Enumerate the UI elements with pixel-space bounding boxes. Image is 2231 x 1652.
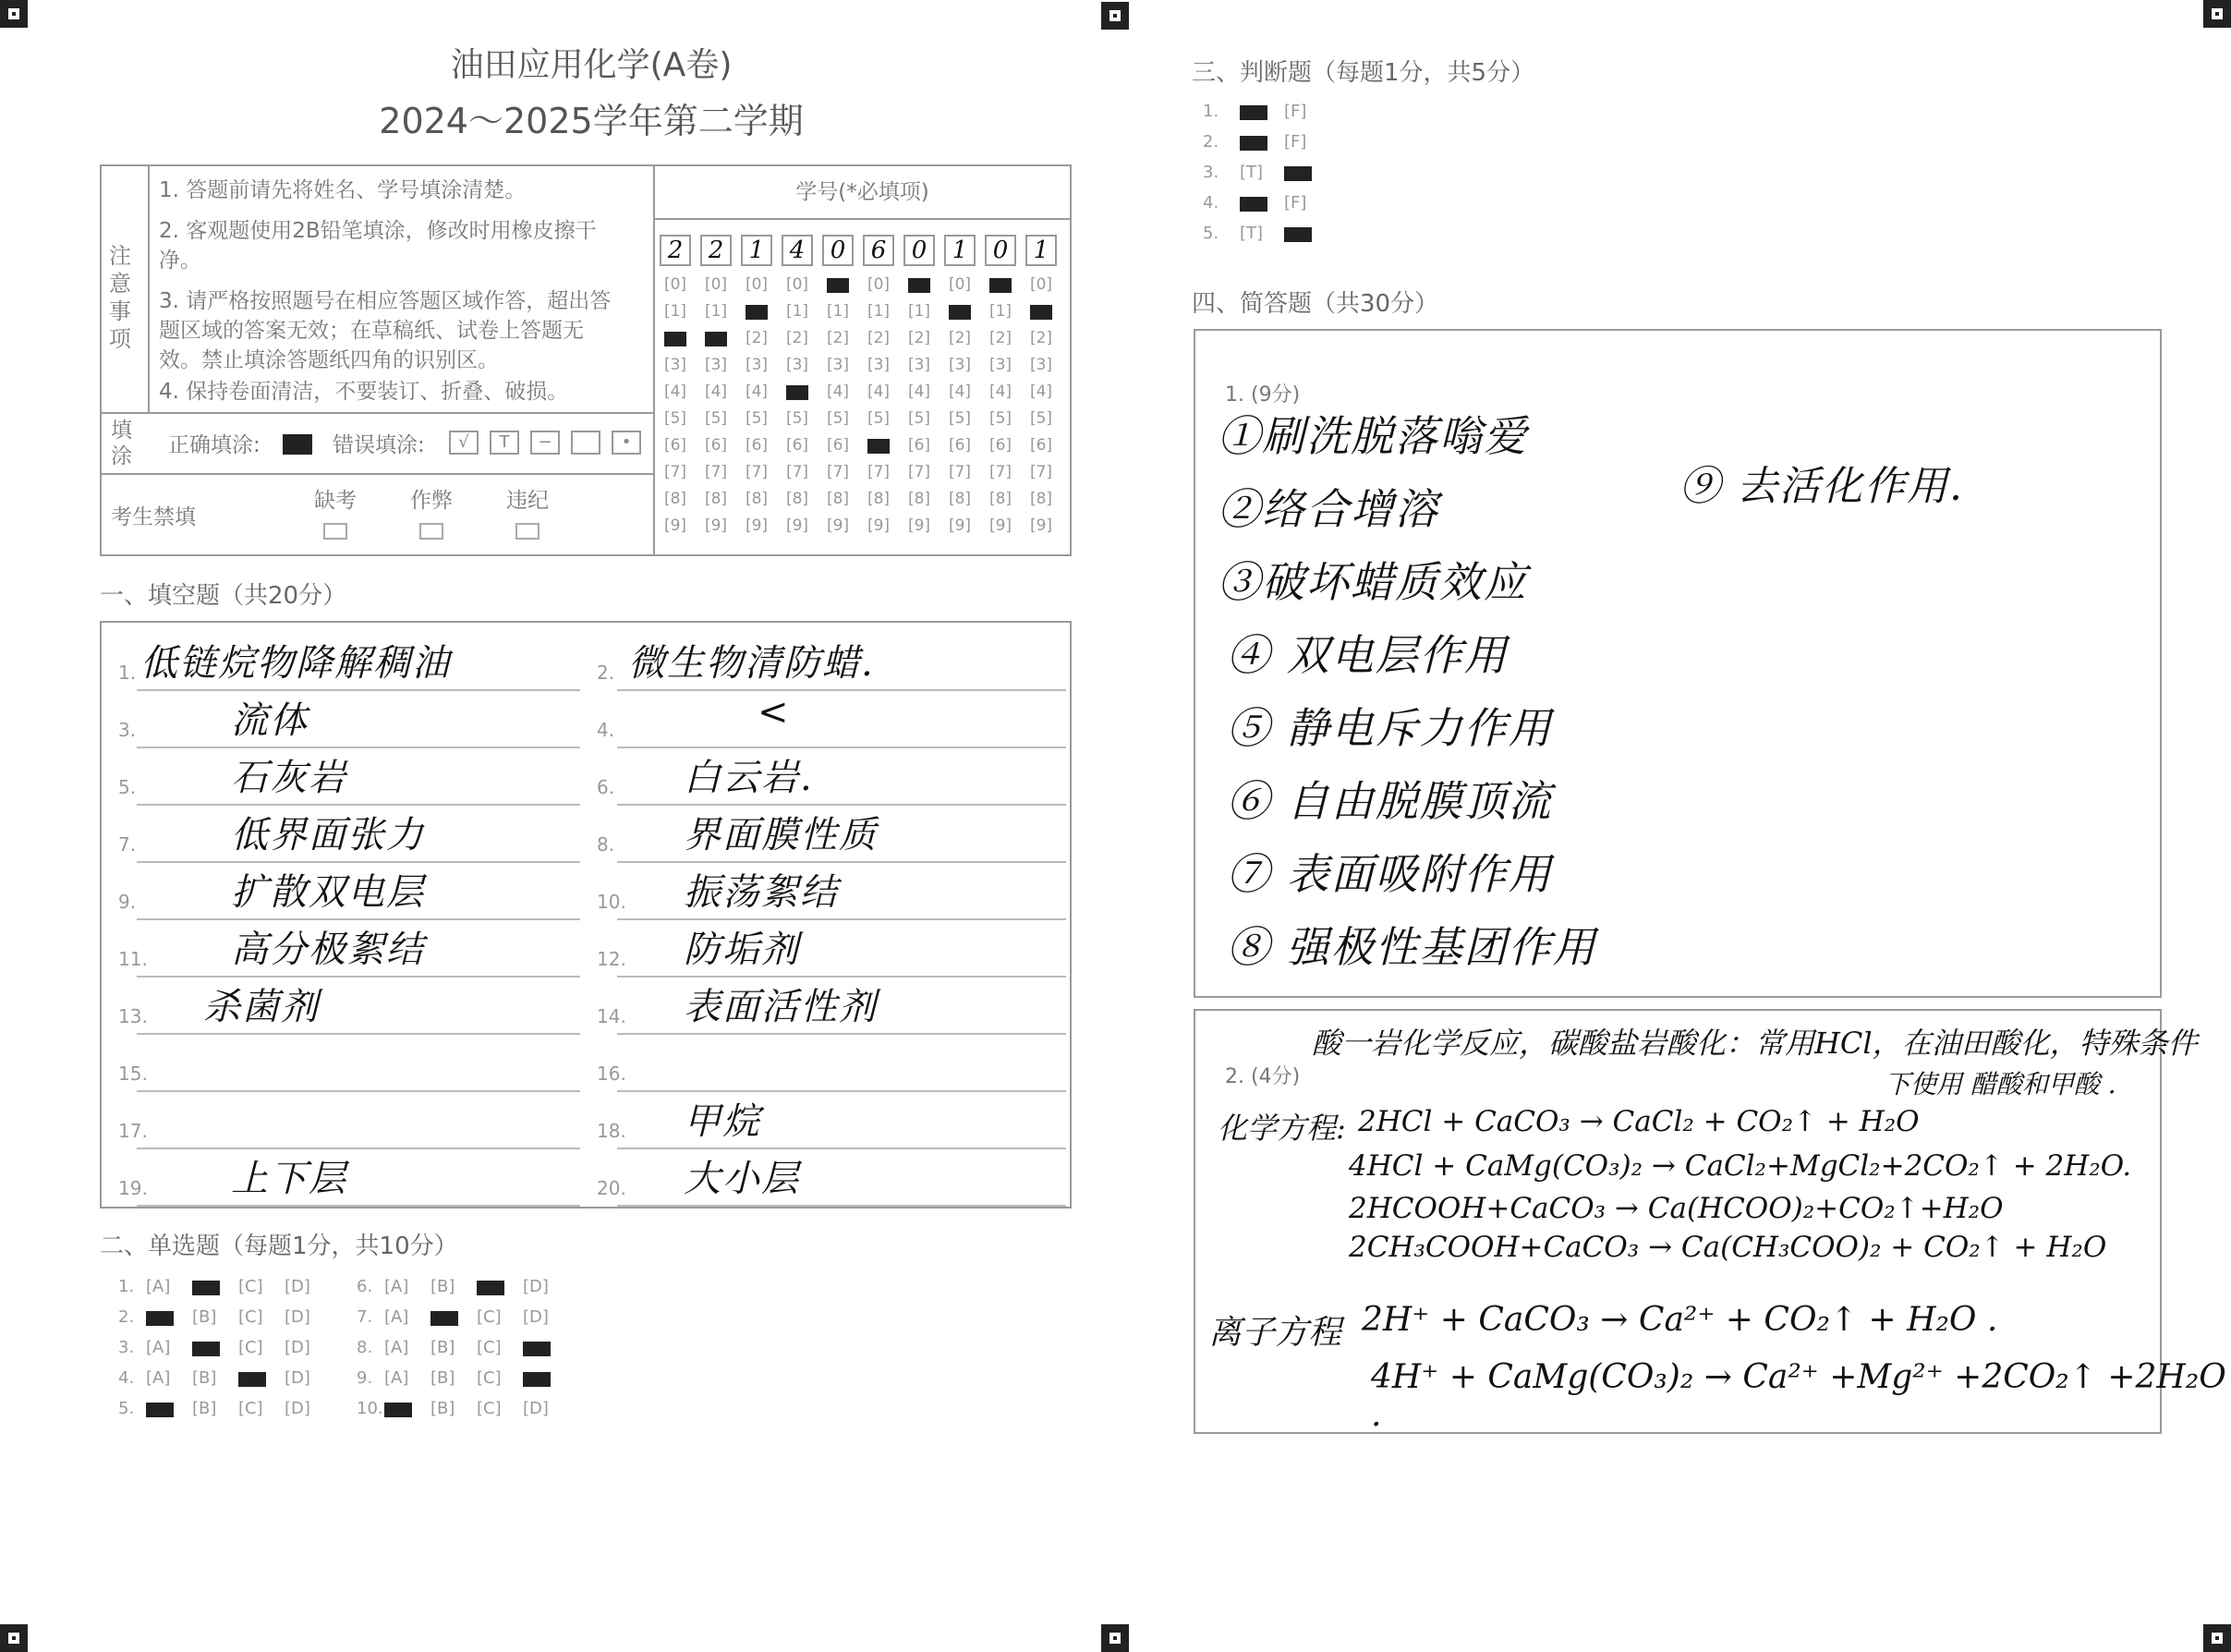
student-id-bubble[interactable]: [6]	[988, 436, 1012, 455]
student-id-bubble[interactable]: [4]	[988, 383, 1012, 401]
student-id-bubble[interactable]: [2]	[826, 329, 850, 347]
mc-question-number: 5.	[118, 1399, 135, 1418]
student-id-bubble[interactable]: [8]	[745, 490, 769, 508]
student-id-bubble[interactable]: [1]	[988, 302, 1012, 321]
mc-option-filled[interactable]	[523, 1342, 551, 1356]
correct-fill-sample	[283, 434, 312, 455]
mc-option[interactable]: [A]	[146, 1338, 171, 1357]
mc-option[interactable]: [B]	[192, 1307, 217, 1327]
fill-answer: 界面膜性质	[684, 814, 878, 856]
mc-option[interactable]: [B]	[430, 1368, 455, 1388]
student-id-bubble[interactable]: [8]	[663, 490, 687, 508]
mc-option[interactable]: [C]	[477, 1368, 502, 1388]
student-id-bubble[interactable]: [2]	[785, 329, 809, 347]
student-id-bubble[interactable]: [5]	[826, 409, 850, 428]
mc-question-number: 7.	[357, 1307, 373, 1327]
student-id-bubble[interactable]: [9]	[948, 516, 972, 535]
student-id-bubble[interactable]: [9]	[785, 516, 809, 535]
student-id-bubble[interactable]: [2]	[867, 329, 891, 347]
fill-question-number: 15.	[118, 1063, 148, 1085]
student-id-bubble[interactable]	[700, 329, 732, 347]
student-id-bubble[interactable]: [6]	[948, 436, 972, 455]
student-id-bubble[interactable]: [8]	[826, 490, 850, 508]
mc-option[interactable]: [B]	[192, 1399, 217, 1418]
tf-option-filled[interactable]	[1240, 105, 1267, 120]
q1-answer-line: ①刷洗脱落嗡爱	[1218, 411, 1528, 461]
fill-question-number: 5.	[118, 776, 137, 798]
mc-question-number: 4.	[118, 1368, 135, 1388]
student-id-bubble[interactable]: [0]	[1029, 275, 1053, 294]
fill-question-number: 12.	[597, 948, 626, 970]
student-id-bubble[interactable]: [3]	[1029, 356, 1053, 374]
student-id-digit[interactable]: 6	[863, 235, 894, 266]
forbidden-option-checkbox[interactable]	[515, 523, 540, 540]
student-id-bubble[interactable]: [8]	[867, 490, 891, 508]
mc-option[interactable]: [B]	[430, 1338, 455, 1357]
mc-option[interactable]: [C]	[238, 1338, 263, 1357]
q1-answer-line: ⑥ 自由脱膜顶流	[1227, 776, 1553, 826]
student-id-digit[interactable]: 1	[741, 235, 772, 266]
mc-option[interactable]: [C]	[238, 1277, 263, 1296]
notice-item-4: 4. 保持卷面清洁，不要装订、折叠、破损。	[159, 380, 569, 404]
student-id-bubble[interactable]: [8]	[704, 490, 728, 508]
tf-option-filled[interactable]	[1240, 136, 1267, 151]
student-id-bubble[interactable]: [5]	[663, 409, 687, 428]
student-id-bubble[interactable]: [3]	[704, 356, 728, 374]
fill-answer: 微生物清防蜡.	[628, 642, 875, 685]
q2-label: 2. (4分)	[1225, 1065, 1301, 1088]
student-id-bubble[interactable]: [8]	[988, 490, 1012, 508]
student-id-bubble[interactable]: [6]	[826, 436, 850, 455]
student-id-bubble[interactable]	[1025, 302, 1057, 321]
q2-ion-label: 离子方程	[1208, 1314, 1342, 1352]
mc-option[interactable]: [B]	[192, 1368, 217, 1388]
answer-line	[617, 689, 1066, 691]
student-id-bubble[interactable]: [8]	[785, 490, 809, 508]
student-id-bubble[interactable]: [0]	[704, 275, 728, 294]
forbidden-option-label: 缺考	[314, 489, 357, 513]
mc-question-number: 2.	[118, 1307, 135, 1327]
student-id-bubble[interactable]: [9]	[826, 516, 850, 535]
student-id-bubble[interactable]: [3]	[907, 356, 931, 374]
mc-question-number: 3.	[118, 1338, 135, 1357]
student-id-bubble[interactable]: [1]	[663, 302, 687, 321]
answer-line	[617, 1205, 1066, 1207]
student-id-digit[interactable]: 1	[944, 235, 976, 266]
mc-question-number: 9.	[357, 1368, 373, 1388]
q1-answer-line: ②络合增溶	[1218, 484, 1439, 534]
student-id-bubble[interactable]: [4]	[663, 383, 687, 401]
fill-answer: 防垢剂	[684, 929, 800, 971]
student-id-bubble[interactable]: [9]	[704, 516, 728, 535]
exam-term: 2024～2025学年第二学期	[379, 101, 804, 141]
mc-option[interactable]: [D]	[523, 1399, 549, 1418]
student-id-bubble[interactable]: [8]	[907, 490, 931, 508]
mc-option[interactable]: [C]	[477, 1338, 502, 1357]
student-id-bubble[interactable]: [9]	[867, 516, 891, 535]
corner-marker-top-right	[2203, 0, 2231, 28]
fill-question-number: 16.	[597, 1063, 626, 1085]
answer-line	[137, 689, 580, 691]
student-id-bubble[interactable]: [7]	[785, 463, 809, 481]
q2-chem-label: 化学方程:	[1218, 1111, 1346, 1146]
wrong-fill-label: 错误填涂:	[333, 433, 425, 457]
fill-question-number: 17.	[118, 1120, 148, 1142]
mc-option-filled[interactable]	[238, 1372, 266, 1387]
student-id-digit[interactable]: 4	[782, 235, 813, 266]
q1-extra-line: ⑨ 去活化作用.	[1679, 463, 1964, 510]
student-id-bubble[interactable]: [3]	[948, 356, 972, 374]
student-id-bubble[interactable]: [1]	[785, 302, 809, 321]
notice-label: 注 意 事 项	[109, 243, 131, 352]
q2-ion-equation: 4H⁺ + CaMg(CO₃)₂ → Ca²⁺ +Mg²⁺ +2CO₂↑ +2H₂O .	[1371, 1358, 2226, 1434]
tf-question-number: 1.	[1203, 102, 1219, 121]
student-id-bubble[interactable]: [3]	[988, 356, 1012, 374]
mc-question-number: 1.	[118, 1277, 135, 1296]
student-id-bubble[interactable]: [6]	[663, 436, 687, 455]
wrong-fill-mark: −	[530, 431, 560, 455]
section2-title: 二、单选题（每题1分，共10分）	[100, 1233, 458, 1260]
tf-option-filled[interactable]	[1284, 166, 1312, 181]
student-id-bubble[interactable]: [4]	[948, 383, 972, 401]
tf-option[interactable]: [T]	[1240, 163, 1264, 182]
student-id-bubble[interactable]: [4]	[826, 383, 850, 401]
mc-option-filled[interactable]	[477, 1281, 504, 1295]
student-id-label: 学号(*必填项)	[795, 180, 929, 204]
fill-question-number: 3.	[118, 719, 137, 741]
fill-answer: 杀菌剂	[203, 986, 320, 1028]
student-id-bubble[interactable]: [0]	[785, 275, 809, 294]
student-id-bubble[interactable]: [9]	[907, 516, 931, 535]
section4-title: 四、简答题（共30分）	[1192, 290, 1439, 318]
student-id-bubble[interactable]: [5]	[1029, 409, 1053, 428]
mc-option[interactable]: [B]	[430, 1277, 455, 1296]
student-id-bubble[interactable]	[741, 302, 772, 321]
student-id-bubble[interactable]	[822, 275, 854, 294]
student-id-bubble[interactable]: [3]	[826, 356, 850, 374]
notice-item-2: 2. 客观题使用2B铅笔填涂，修改时用橡皮擦干净。	[159, 219, 597, 273]
fill-question-number: 14.	[597, 1005, 626, 1027]
student-id-bubble[interactable]: [2]	[988, 329, 1012, 347]
q1-label: 1. (9分)	[1225, 383, 1301, 407]
corner-marker-bottom-left	[0, 1624, 28, 1652]
fill-label: 填 涂	[111, 419, 132, 468]
q2-chem-equation: 2HCOOH+CaCO₃ → Ca(HCOO)₂+CO₂↑+H₂O	[1349, 1192, 2004, 1225]
mc-option-filled[interactable]	[384, 1403, 412, 1417]
mc-option-filled[interactable]	[192, 1342, 220, 1356]
mc-question-number: 10.	[357, 1399, 383, 1418]
answer-line	[137, 747, 580, 748]
section3-title: 三、判断题（每题1分，共5分）	[1192, 59, 1535, 87]
q2-chem-equation: 4HCl + CaMg(CO₃)₂ → CaCl₂+MgCl₂+2CO₂↑ + 2H₂O.	[1349, 1149, 2132, 1183]
tf-question-number: 5.	[1203, 224, 1219, 243]
fill-answer: 低界面张力	[231, 814, 425, 856]
fill-question-number: 11.	[118, 948, 148, 970]
answer-line	[137, 1090, 580, 1092]
student-id-bubble[interactable]: [6]	[745, 436, 769, 455]
mc-option-filled[interactable]	[192, 1281, 220, 1295]
fill-question-number: 8.	[597, 833, 615, 856]
student-id-bubble[interactable]: [2]	[907, 329, 931, 347]
mc-option[interactable]: [A]	[384, 1338, 409, 1357]
mc-option[interactable]: [D]	[285, 1368, 310, 1388]
student-id-digit[interactable]: 1	[1025, 235, 1057, 266]
student-id-bubble[interactable]: [1]	[907, 302, 931, 321]
mc-option[interactable]: [D]	[523, 1307, 549, 1327]
q2-chem-equation: 2HCl + CaCO₃ → CaCl₂ + CO₂↑ + H₂O	[1358, 1105, 1920, 1138]
mc-option[interactable]: [A]	[384, 1368, 409, 1388]
fill-question-number: 19.	[118, 1177, 148, 1199]
student-id-bubble[interactable]: [5]	[785, 409, 809, 428]
tf-question-number: 4.	[1203, 193, 1219, 213]
student-id-bubble[interactable]: [8]	[1029, 490, 1053, 508]
fill-answer: 振荡絮结	[684, 871, 839, 914]
mc-option[interactable]: [C]	[477, 1399, 502, 1418]
wrong-fill-mark: T	[490, 431, 519, 455]
student-id-digit[interactable]: 0	[903, 235, 935, 266]
mc-option[interactable]: [D]	[285, 1338, 310, 1357]
fill-question-number: 13.	[118, 1005, 148, 1027]
fill-answer: 白云岩.	[684, 757, 814, 799]
answer-line	[137, 1148, 580, 1149]
wrong-fill-mark: •	[612, 431, 641, 455]
student-id-bubble[interactable]: [5]	[907, 409, 931, 428]
student-id-bubble[interactable]: [7]	[988, 463, 1012, 481]
tf-option[interactable]: [F]	[1284, 193, 1307, 213]
student-id-bubble[interactable]: [9]	[988, 516, 1012, 535]
q1-answer-line: ⑦ 表面吸附作用	[1227, 849, 1553, 899]
mc-question-number: 8.	[357, 1338, 373, 1357]
student-id-bubble[interactable]: [5]	[948, 409, 972, 428]
student-id-digit[interactable]: 2	[660, 235, 691, 266]
fill-question-number: 7.	[118, 833, 137, 856]
mc-option[interactable]: [A]	[384, 1307, 409, 1327]
corner-marker-bottom-center	[1101, 1624, 1129, 1652]
student-id-bubble[interactable]	[985, 275, 1016, 294]
mc-option[interactable]: [D]	[285, 1307, 310, 1327]
tf-option-filled[interactable]	[1240, 197, 1267, 212]
mc-option[interactable]: [D]	[285, 1399, 310, 1418]
mc-option[interactable]: [C]	[477, 1307, 502, 1327]
student-id-digit[interactable]: 0	[985, 235, 1016, 266]
forbidden-option-checkbox[interactable]	[323, 523, 347, 540]
fill-answer: 石灰岩	[231, 757, 347, 799]
student-id-bubble[interactable]: [4]	[907, 383, 931, 401]
fill-question-number: 2.	[597, 662, 615, 684]
fill-answer: 扩散双电层	[231, 871, 425, 914]
student-id-bubble[interactable]: [2]	[948, 329, 972, 347]
student-id-bubble[interactable]: [7]	[663, 463, 687, 481]
mc-option[interactable]: [B]	[430, 1399, 455, 1418]
corner-marker-top-center	[1101, 2, 1129, 30]
mc-question-number: 6.	[357, 1277, 373, 1296]
student-id-bubble[interactable]	[782, 383, 813, 401]
student-id-bubble[interactable]: [3]	[663, 356, 687, 374]
forbidden-option-label: 作弊	[410, 489, 453, 513]
mc-option-filled[interactable]	[430, 1311, 458, 1326]
fill-answer: 高分极絮结	[231, 929, 425, 971]
student-id-bubble[interactable]: [7]	[867, 463, 891, 481]
student-id-bubble[interactable]	[863, 436, 894, 455]
student-id-bubble[interactable]: [9]	[745, 516, 769, 535]
student-id-bubble[interactable]: [0]	[867, 275, 891, 294]
fill-question-number: 6.	[597, 776, 615, 798]
forbidden-label: 考生禁填	[111, 505, 196, 529]
q1-answer-line: ④ 双电层作用	[1227, 630, 1509, 680]
student-id-bubble[interactable]: [7]	[704, 463, 728, 481]
q1-answer-line: ⑤ 静电斥力作用	[1227, 703, 1553, 753]
student-id-bubble[interactable]: [4]	[1029, 383, 1053, 401]
mc-option[interactable]: [D]	[523, 1277, 549, 1296]
forbidden-option-checkbox[interactable]	[419, 523, 443, 540]
fill-question-number: 20.	[597, 1177, 626, 1199]
mc-option[interactable]: [A]	[146, 1368, 171, 1388]
fill-answer: <	[758, 691, 791, 734]
tf-option[interactable]: [F]	[1284, 132, 1307, 152]
wrong-fill-mark: √	[449, 431, 479, 455]
fill-answer: 上下层	[231, 1158, 347, 1200]
correct-fill-label: 正确填涂:	[168, 433, 261, 457]
mc-option[interactable]: [A]	[384, 1277, 409, 1296]
student-id-bubble[interactable]: [5]	[988, 409, 1012, 428]
student-id-bubble[interactable]: [5]	[745, 409, 769, 428]
corner-marker-top-left	[0, 0, 28, 28]
mc-option[interactable]: [C]	[238, 1307, 263, 1327]
student-id-bubble[interactable]: [6]	[704, 436, 728, 455]
forbidden-option-label: 违纪	[506, 489, 549, 513]
student-id-bubble[interactable]: [0]	[948, 275, 972, 294]
student-id-bubble[interactable]: [6]	[785, 436, 809, 455]
answer-line	[137, 1033, 580, 1035]
student-id-bubble[interactable]: [2]	[745, 329, 769, 347]
fill-question-number: 4.	[597, 719, 615, 741]
student-id-bubble[interactable]: [6]	[907, 436, 931, 455]
student-id-bubble[interactable]: [1]	[867, 302, 891, 321]
fill-question-number: 1.	[118, 662, 137, 684]
mc-option-filled[interactable]	[523, 1372, 551, 1387]
student-id-bubble[interactable]: [7]	[1029, 463, 1053, 481]
answer-line	[137, 1205, 580, 1207]
student-id-bubble[interactable]: [3]	[785, 356, 809, 374]
student-id-bubble[interactable]: [4]	[745, 383, 769, 401]
tf-question-number: 3.	[1203, 163, 1219, 182]
student-id-bubble[interactable]: [2]	[1029, 329, 1053, 347]
tf-option[interactable]: [T]	[1240, 224, 1264, 243]
student-id-bubble[interactable]: [5]	[704, 409, 728, 428]
student-id-bubble[interactable]: [0]	[745, 275, 769, 294]
tf-option-filled[interactable]	[1284, 227, 1312, 242]
tf-option[interactable]: [F]	[1284, 102, 1307, 121]
wrong-fill-mark	[571, 431, 600, 455]
fill-answer: 甲烷	[684, 1100, 761, 1143]
student-id-digit[interactable]: 0	[822, 235, 854, 266]
q2-ion-equation: 2H⁺ + CaCO₃ → Ca²⁺ + CO₂↑ + H₂O .	[1362, 1301, 1998, 1339]
student-id-bubble[interactable]: [1]	[826, 302, 850, 321]
q2-intro: 酸一岩化学反应，碳酸盐岩酸化：常用HCl，在油田酸化，特殊条件	[1312, 1026, 2198, 1061]
student-id-bubble[interactable]	[660, 329, 691, 347]
student-id-bubble[interactable]: [7]	[907, 463, 931, 481]
student-id-bubble[interactable]: [3]	[745, 356, 769, 374]
mc-option-filled[interactable]	[146, 1311, 174, 1326]
student-id-bubble[interactable]: [3]	[867, 356, 891, 374]
student-id-bubble[interactable]: [9]	[1029, 516, 1053, 535]
q2-chem-equation: 2CH₃COOH+CaCO₃ → Ca(CH₃COO)₂ + CO₂↑ + H₂O	[1349, 1231, 2107, 1264]
notice-item-1: 1. 答题前请先将姓名、学号填涂清楚。	[159, 178, 527, 202]
student-id-bubble[interactable]: [7]	[948, 463, 972, 481]
q2-intro-2: 下使用 醋酸和甲酸 .	[1885, 1069, 2116, 1099]
student-id-bubble[interactable]: [5]	[867, 409, 891, 428]
fill-answer: 大小层	[684, 1158, 800, 1200]
notice-item-3: 3. 请严格按照题号在相应答题区域作答，超出答题区域的答案无效；在草稿纸、试卷上答题无效。禁止填涂答题纸四角的识别区。	[159, 289, 612, 372]
q1-answer-line: ⑧ 强极性基团作用	[1227, 922, 1597, 972]
student-id-bubble[interactable]: [6]	[1029, 436, 1053, 455]
mc-option[interactable]: [C]	[238, 1399, 263, 1418]
student-id-bubble[interactable]: [8]	[948, 490, 972, 508]
student-id-bubble[interactable]: [4]	[704, 383, 728, 401]
tf-question-number: 2.	[1203, 132, 1219, 152]
q1-answer-line: ③破坏蜡质效应	[1218, 557, 1528, 607]
mc-option[interactable]: [A]	[146, 1277, 171, 1296]
student-id-bubble[interactable]	[944, 302, 976, 321]
section1-title: 一、填空题（共20分）	[100, 582, 347, 610]
student-id-bubble[interactable]: [1]	[704, 302, 728, 321]
student-id-digit[interactable]: 2	[700, 235, 732, 266]
exam-title: 油田应用化学(A卷)	[450, 46, 733, 84]
student-id-bubble[interactable]: [4]	[867, 383, 891, 401]
student-id-bubble[interactable]	[903, 275, 935, 294]
fill-answer: 流体	[231, 699, 309, 742]
mc-option-filled[interactable]	[146, 1403, 174, 1417]
student-id-bubble[interactable]: [0]	[663, 275, 687, 294]
student-id-bubble[interactable]: [7]	[826, 463, 850, 481]
fill-answer: 低链烷物降解稠油	[140, 642, 451, 685]
answer-line	[617, 1033, 1066, 1035]
student-id-bubble[interactable]: [9]	[663, 516, 687, 535]
fill-question-number: 10.	[597, 891, 626, 913]
corner-marker-bottom-right	[2203, 1624, 2231, 1652]
fill-question-number: 18.	[597, 1120, 626, 1142]
fill-answer: 表面活性剂	[684, 986, 878, 1028]
fill-question-number: 9.	[118, 891, 137, 913]
student-id-bubble[interactable]: [7]	[745, 463, 769, 481]
mc-option[interactable]: [D]	[285, 1277, 310, 1296]
